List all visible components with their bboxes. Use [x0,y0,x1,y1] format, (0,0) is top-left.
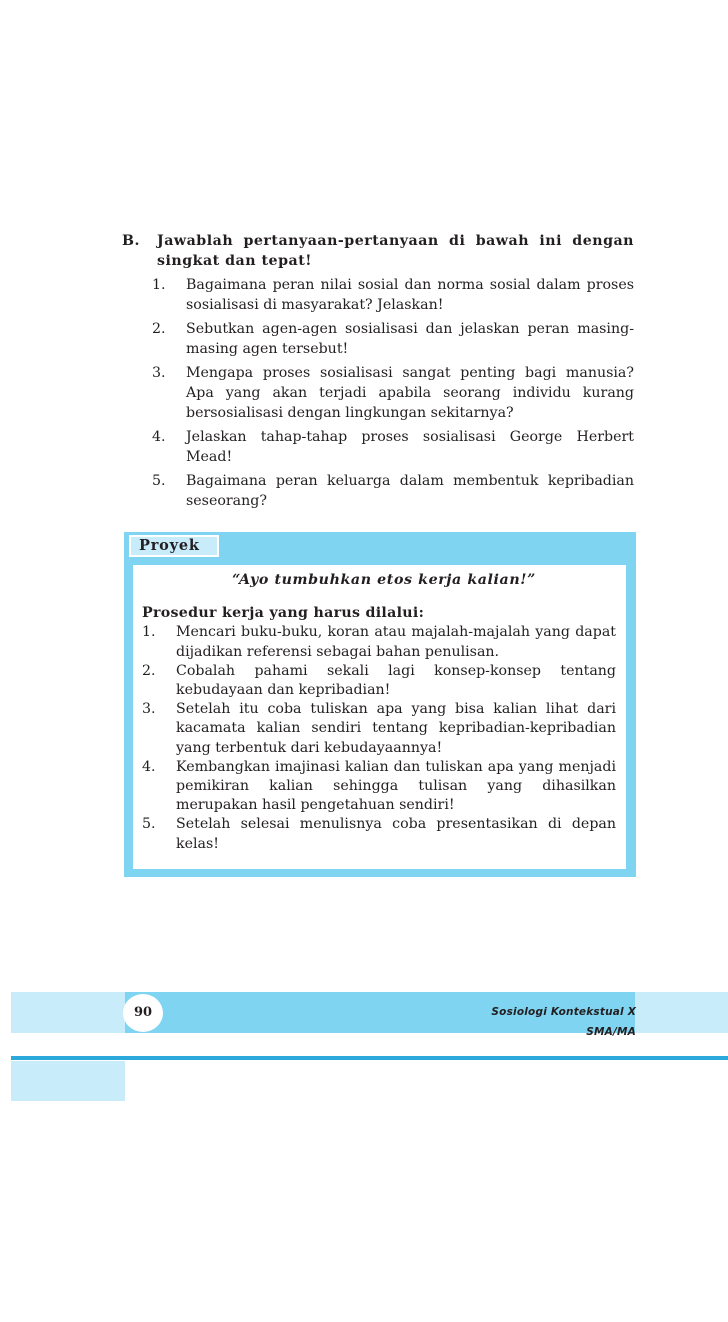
question-text: Mengapa proses sosialisasi sangat penting bagi manusia? Apa yang akan terjadi apabila seorang individu kurang bersosialisasi dengan lingkungan sekitarnya? [186,365,634,421]
section-heading [122,231,634,271]
procedure-step [142,700,616,758]
procedure-step [142,662,616,700]
question-text: Jelaskan tahap-tahap proses sosialisasi George Herbert Mead! [186,429,634,465]
question-item [152,363,634,423]
step-number: 2. [142,662,156,679]
step-number: 3. [142,701,156,718]
footer-corner-block [11,1061,125,1101]
footer-rule [11,1056,728,1060]
question-number: 4. [152,429,166,445]
question-number: 1. [152,277,166,293]
question-item [152,275,634,315]
step-text: Cobalah pahami sekali lagi konsep-konsep tentang kebudayaan dan kepribadian! [176,662,616,699]
project-label: Proyek [139,537,200,554]
question-item [152,427,634,467]
question-text: Bagaimana peran keluarga dalam membentuk kepribadian seseorang? [186,473,634,509]
question-item [152,319,634,359]
project-content [142,566,616,854]
question-number: 2. [152,321,166,337]
exercise-section-b [122,231,634,515]
step-number: 1. [142,624,156,641]
footer-right-band [635,992,728,1033]
procedure-step [142,623,616,661]
step-text: Setelah selesai menulisnya coba presentasikan di depan kelas! [176,816,616,852]
page-number: 90 [133,1005,153,1020]
step-number: 5. [142,816,156,833]
step-text: Setelah itu coba tuliskan apa yang bisa kalian lihat dari kacamata kalian sendiri tentang kepribadian-kepribadian yang terbentuk dari kebudayaannya! [176,701,616,756]
question-number: 5. [152,473,166,489]
question-text: Bagaimana peran nilai sosial dan norma sosial dalam proses sosialisasi di masyarakat? Jelaskan! [186,277,634,313]
step-number: 4. [142,758,156,775]
procedure-step [142,815,616,853]
procedure-step [142,758,616,816]
project-quote: “Ayo tumbuhkan etos kerja kalian!” [232,572,536,588]
question-list [122,275,634,511]
step-text: Kembangkan imajinasi kalian dan tuliskan apa yang menjadi pemikiran kalian sehingga tulisan yang dihasilkan merupakan hasil pengetahuan sendiri! [176,758,616,814]
question-number: 3. [152,365,166,381]
section-letter: B. [122,233,140,249]
section-instruction: Jawablah pertanyaan-pertanyaan di bawah ini dengan singkat dan tepat! [157,233,634,269]
step-text: Mencari buku-buku, koran atau majalah-majalah yang dapat dijadikan referensi sebagai bahan penulisan. [176,624,616,660]
procedure-title: Prosedur kerja yang harus dilalui: [142,605,425,622]
question-item [152,471,634,511]
footer-left-band [11,992,125,1033]
question-text: Sebutkan agen-agen sosialisasi dan jelaskan peran masing-masing agen tersebut! [186,321,634,357]
book-title: Sosiologi Kontekstual X SMA/MA [491,1006,636,1038]
